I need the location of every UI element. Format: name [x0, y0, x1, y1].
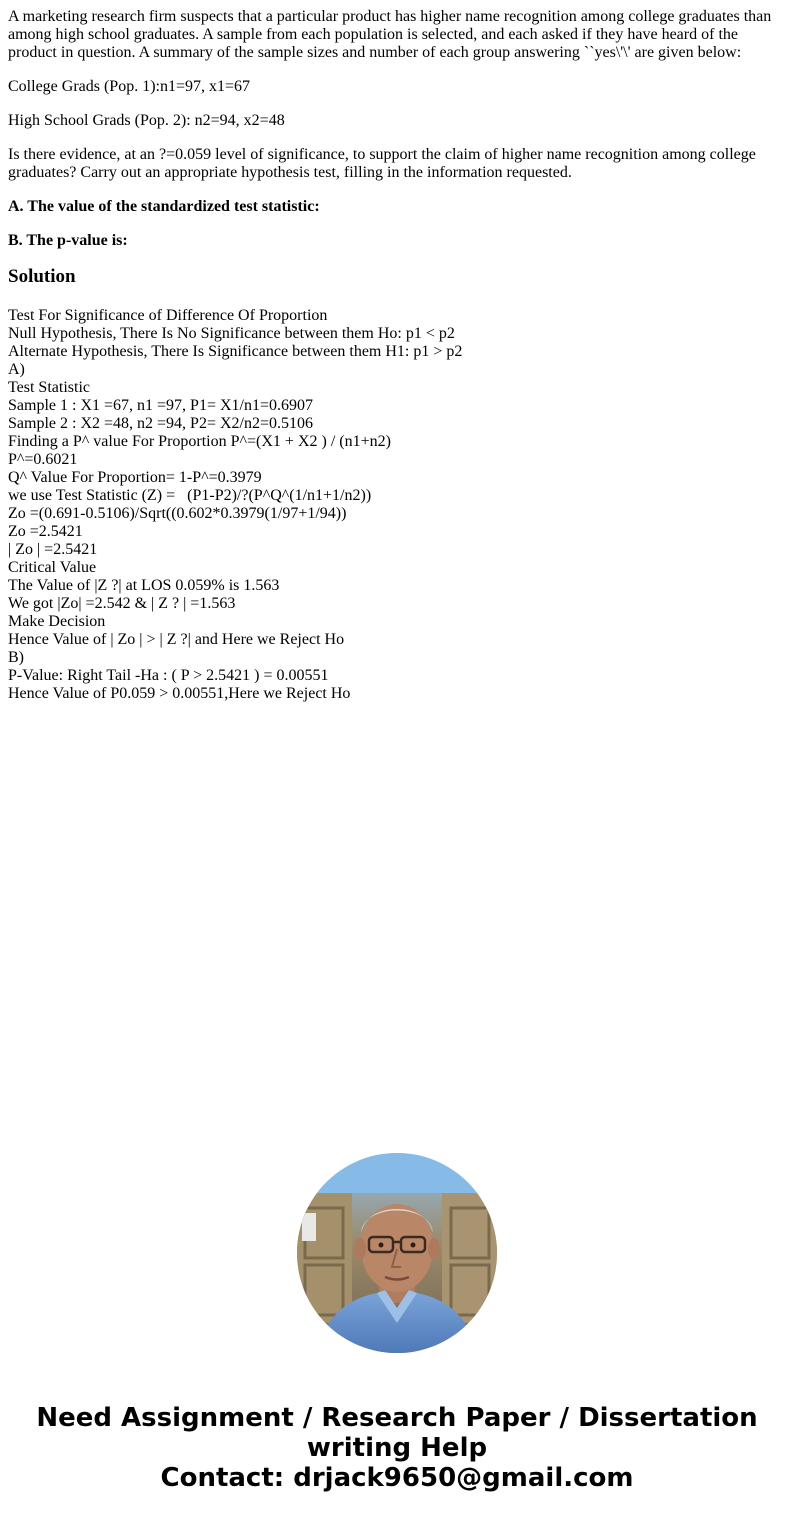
solution-body [8, 307, 786, 703]
part-a-label: A. The value of the standardized test statistic: [8, 198, 320, 215]
avatar [297, 1153, 497, 1353]
solution-line: Finding a P^ value For Proportion P^=(X1 + X2 ) / (n1+n2) [8, 433, 391, 450]
part-b-label: B. The p-value is: [8, 232, 128, 249]
solution-line: Test Statistic [8, 379, 90, 396]
solution-line: We got |Zo| =2.542 & | Z ? | =1.563 [8, 595, 236, 612]
solution-line: Alternate Hypothesis, There Is Significance between them H1: p1 > p2 [8, 343, 463, 360]
footer-line-1: Need Assignment / Research Paper / Dissertation [36, 1403, 758, 1433]
population-2-summary: High School Grads (Pop. 2): n2=94, x2=48 [8, 112, 285, 129]
solution-line: Sample 2 : X2 =48, n2 =94, P2= X2/n2=0.5106 [8, 415, 313, 432]
solution-line: The Value of |Z ?| at LOS 0.059% is 1.563 [8, 577, 280, 594]
population-1-summary: College Grads (Pop. 1):n1=97, x1=67 [8, 78, 251, 95]
contact-footer [0, 1403, 794, 1493]
solution-line: Q^ Value For Proportion= 1-P^=0.3979 [8, 469, 262, 486]
solution-line: A) [8, 361, 25, 378]
solution-line: we use Test Statistic (Z) = (P1-P2)/?(P^Q^(1/n1+1/n2)) [8, 487, 372, 504]
solution-line: B) [8, 649, 24, 666]
solution-line: Make Decision [8, 613, 106, 630]
solution-line: | Zo | =2.5421 [8, 541, 98, 558]
solution-line: Sample 1 : X1 =67, n1 =97, P1= X1/n1=0.6907 [8, 397, 313, 414]
solution-line: Test For Significance of Difference Of Proportion [8, 307, 328, 324]
avatar-portrait-image [297, 1153, 497, 1353]
solution-line: Hence Value of P0.059 > 0.00551,Here we Reject Ho [8, 685, 351, 702]
solution-line: Null Hypothesis, There Is No Significance between them Ho: p1 < p2 [8, 325, 455, 342]
document-body [8, 8, 786, 703]
solution-line: Zo =(0.691-0.5106)/Sqrt((0.602*0.3979(1/97+1/94)) [8, 505, 347, 522]
solution-line: P-Value: Right Tail -Ha : ( P > 2.5421 ) = 0.00551 [8, 667, 329, 684]
solution-line: Critical Value [8, 559, 97, 576]
solution-line: Hence Value of | Zo | > | Z ?| and Here we Reject Ho [8, 631, 345, 648]
question-prompt: Is there evidence, at an ?=0.059 level of significance, to support the claim of higher name recognition among college graduates? Carry out an appropriate hypothesis test, filling in the information requested. [8, 146, 756, 181]
solution-line: Zo =2.5421 [8, 523, 83, 540]
solution-heading: Solution [8, 266, 76, 287]
footer-contact-email: Contact: drjack9650@gmail.com [160, 1463, 634, 1493]
question-intro: A marketing research firm suspects that a particular product has higher name recognition among college graduates than among high school graduates. A sample from each population is selected, and each asked if they have heard of the product in question. A summary of the sample sizes and number of each group answering ``yes\'\' are given below: [8, 8, 772, 61]
solution-line: P^=0.6021 [8, 451, 78, 468]
footer-line-2: writing Help [306, 1433, 488, 1463]
